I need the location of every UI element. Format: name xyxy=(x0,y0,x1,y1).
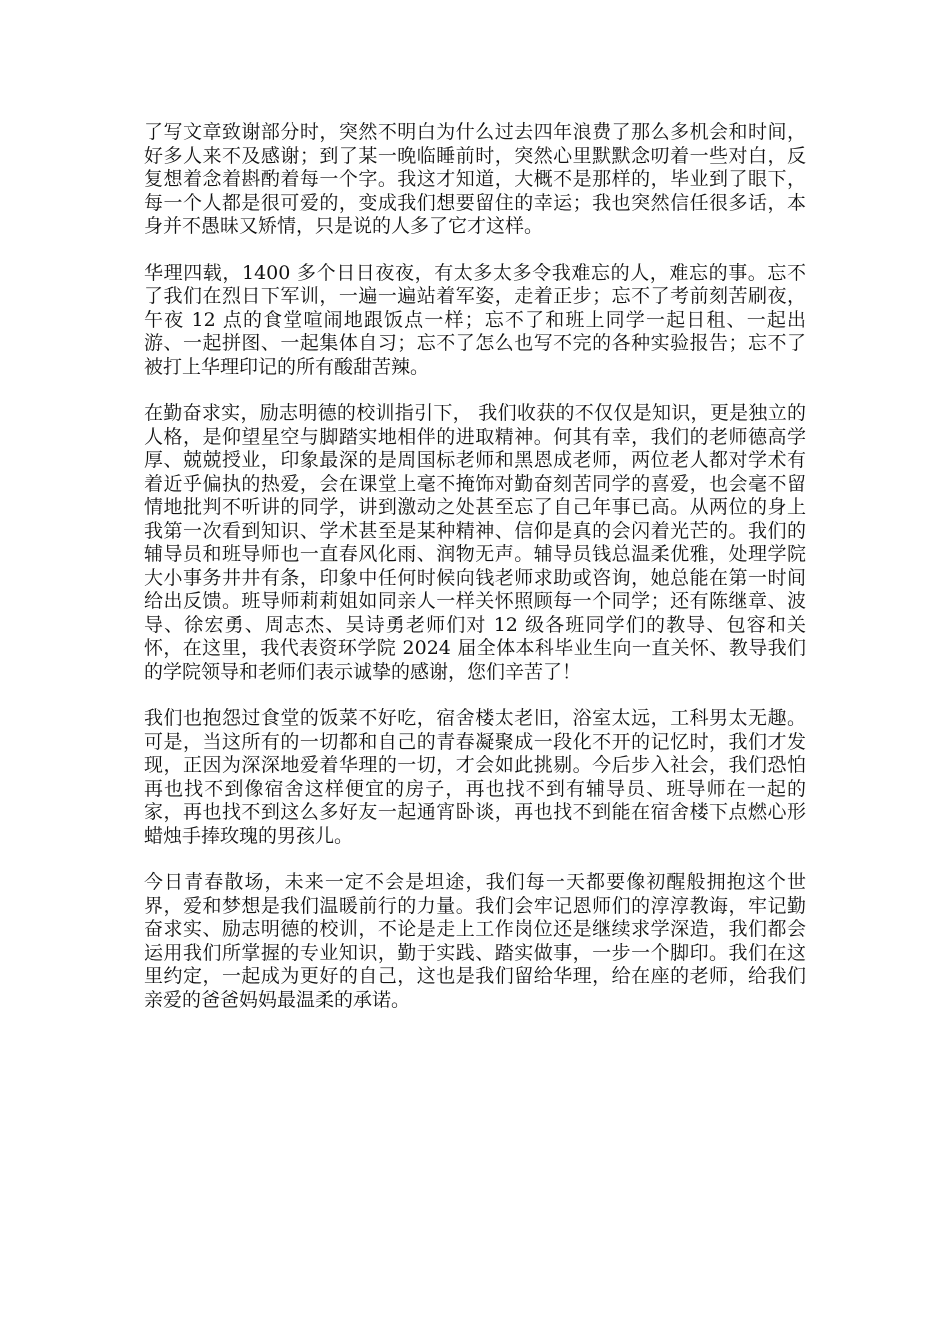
paragraph-1: 了写文章致谢部分时，突然不明白为什么过去四年浪费了那么多机会和时间，好多人来不及感谢；到了某一晚临睡前时，突然心里默默念叨着一些对白，反复想着念着斟酌着每一个字。我这才知道，大概不是那样的，毕业到了眼下，每一个人都是很可爱的，变成我们想要留住的幸运；我也突然信任很多话，本身并不愚昧又矫情，只是说的人多了它才这样。 xyxy=(144,121,806,237)
document-page xyxy=(144,121,806,1035)
paragraph-4: 我们也抱怨过食堂的饭菜不好吃，宿舍楼太老旧，浴室太远，工科男太无趣。可是，当这所有的一切都和自己的青春凝聚成一段化不开的记忆时，我们才发现，正因为深深地爱着华理的一切，才会如此挑剔。今后步入社会，我们恐怕再也找不到像宿舍这样便宜的房子，再也找不到有辅导员、班导师在一起的家，再也找不到这么多好友一起通宵卧谈，再也找不到能在宿舍楼下点燃心形蜡烛手捧玫瑰的男孩儿。 xyxy=(144,707,806,847)
paragraph-3: 在勤奋求实，励志明德的校训指引下， 我们收获的不仅仅是知识，更是独立的人格，是仰望星空与脚踏实地相伴的进取精神。何其有幸，我们的老师德高学厚、兢兢授业，印象最深的是周国标老师和黑恩成老师，两位老人都对学术有着近乎偏执的热爱，会在课堂上毫不掩饰对勤奋刻苦同学的喜爱，也会毫不留情地批判不听讲的同学，讲到激动之处甚至忘了自己年事已高。从两位的身上我第一次看到知识、学术甚至是某种精神、信仰是真的会闪着光芒的。我们的辅导员和班导师也一直春风化雨、润物无声。辅导员钱总温柔优雅，处理学院大小事务井井有条，印象中任何时候向钱老师求助或咨询，她总能在第一时间给出反馈。班导师莉莉姐如同亲人一样关怀照顾每一个同学；还有陈继章、波导、徐宏勇、周志杰、吴诗勇老师们对 12 级各班同学们的教导、包容和关怀，在这里，我代表资环学院 2024 届全体本科毕业生向一直关怀、教导我们的学院领导和老师们表示诚挚的感谢，您们辛苦了！ xyxy=(144,402,806,683)
paragraph-2: 华理四载，1400 多个日日夜夜，有太多太多令我难忘的人，难忘的事。忘不了我们在烈日下军训，一遍一遍站着军姿，走着正步；忘不了考前刻苦刷夜，午夜 12 点的食堂喧闹地跟饭点一样；忘不了和班上同学一起日租、一起出游、一起拼图、一起集体自习；忘不了怎么也写不完的各种实验报告；忘不了被打上华理印记的所有酸甜苦辣。 xyxy=(144,261,806,378)
paragraph-5: 今日青春散场，未来一定不会是坦途，我们每一天都要像初醒般拥抱这个世界，爱和梦想是我们温暖前行的力量。我们会牢记恩师们的淳淳教诲，牢记勤奋求实、励志明德的校训，不论是走上工作岗位还是继续求学深造，我们都会运用我们所掌握的专业知识，勤于实践、踏实做事，一步一个脚印。我们在这里约定，一起成为更好的自己，这也是我们留给华理，给在座的老师，给我们亲爱的爸爸妈妈最温柔的承诺。 xyxy=(144,871,806,1011)
